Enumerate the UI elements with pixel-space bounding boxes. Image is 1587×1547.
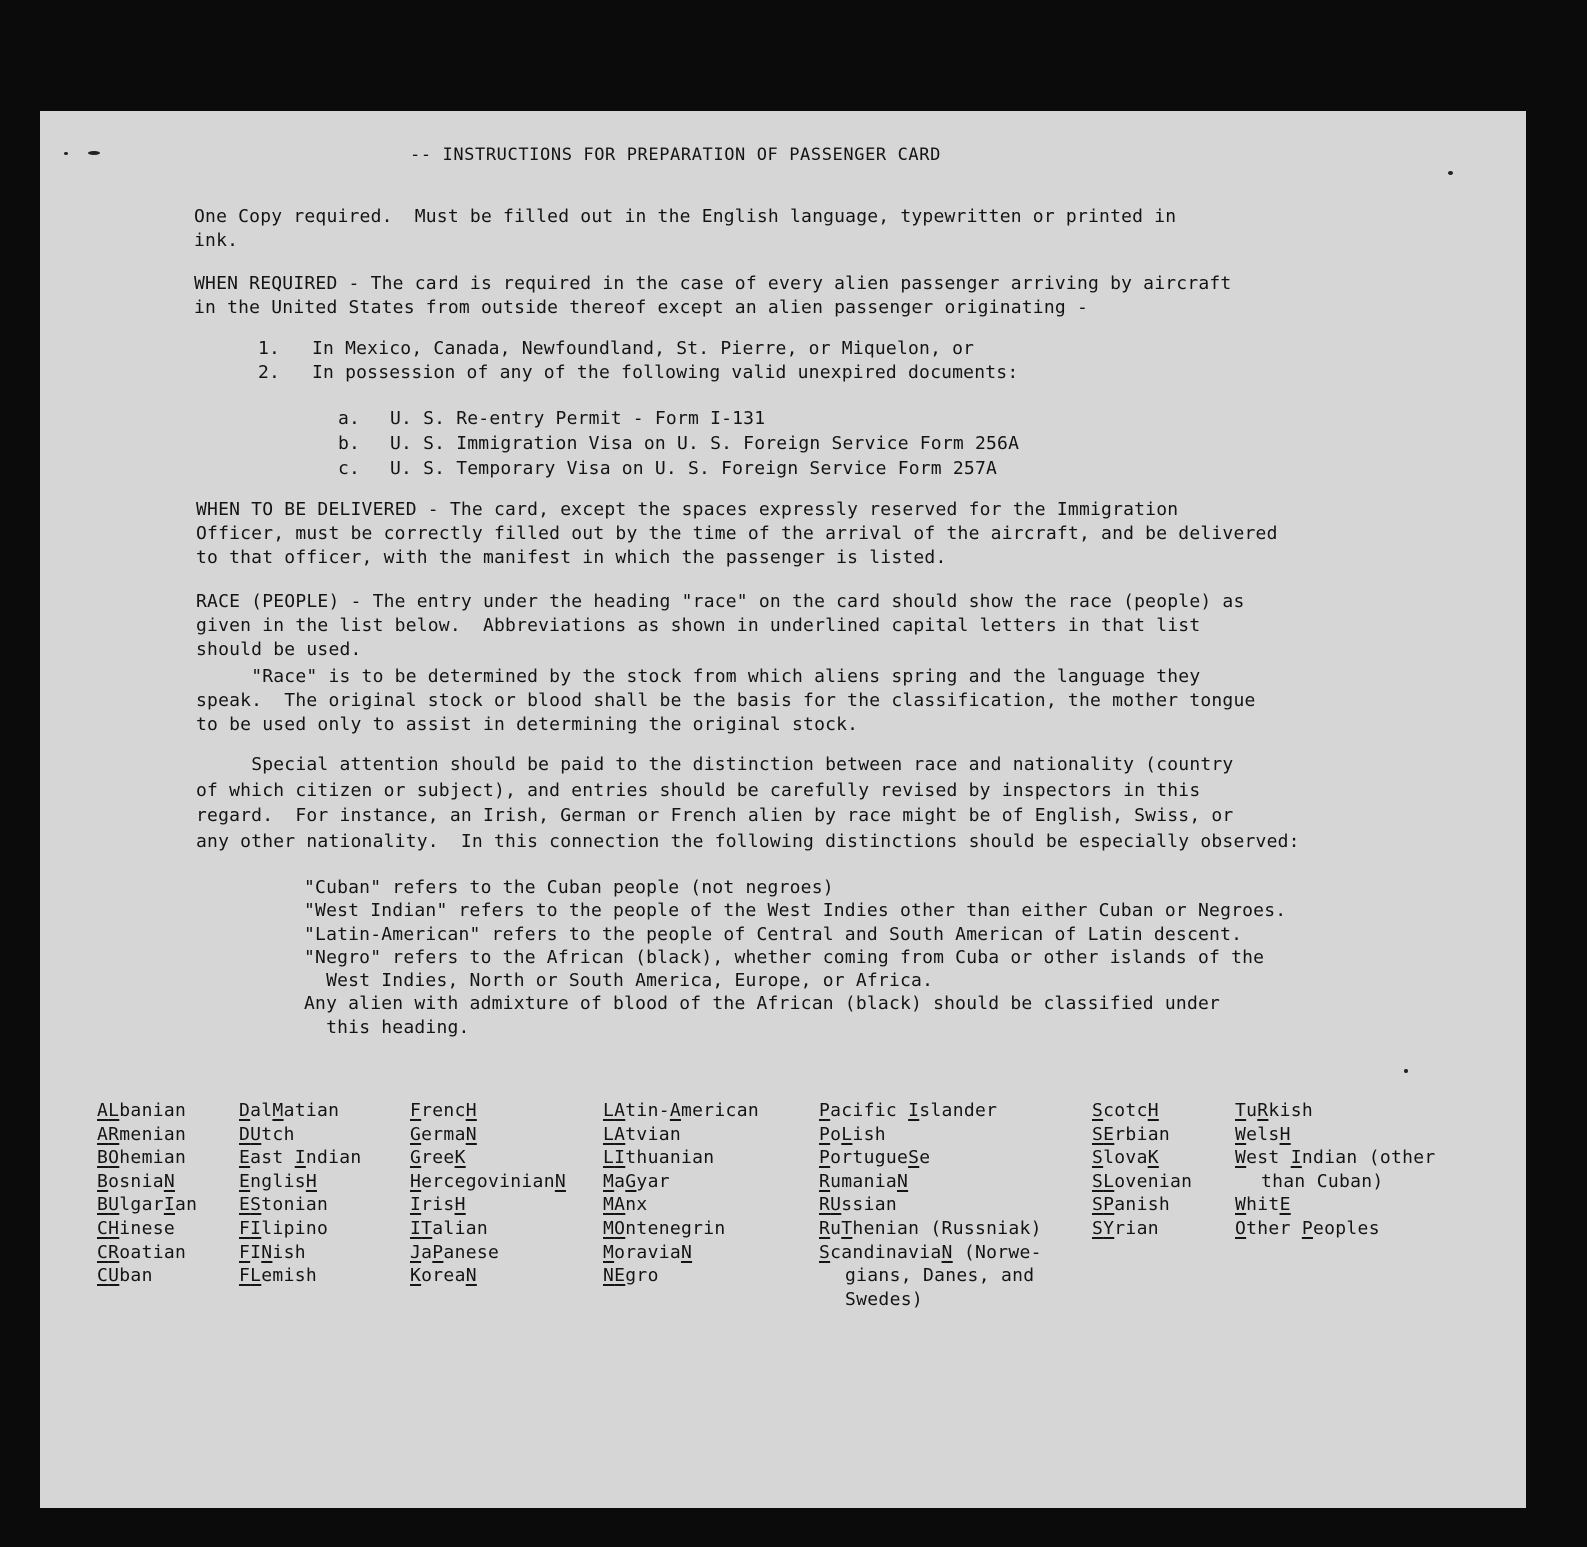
race-entry: RumaniaN (819, 1170, 909, 1192)
race-column (97, 1099, 197, 1288)
scan-speck (64, 152, 68, 155)
race-entry: LAtvian (603, 1123, 681, 1145)
race-entry: NEgro (603, 1265, 659, 1287)
race-entry: SYrian (1092, 1217, 1159, 1239)
race-entry: DalMatian (239, 1100, 340, 1121)
race-entry: WhitE (1235, 1194, 1291, 1216)
race-entry: SLovenian (1092, 1170, 1193, 1192)
race-entry: FINish (239, 1241, 306, 1263)
when-required-paragraph: WHEN REQUIRED - The card is required in the case of every alien passenger arriving by aircraft in the United States from outside thereof except an alien passenger originating - (194, 273, 1232, 318)
race-entry: CHinese (97, 1217, 175, 1239)
scan-speck (1404, 1069, 1408, 1073)
race-entry: RUssian (819, 1194, 897, 1216)
race-entry: HercegovinianN (410, 1170, 566, 1192)
race-column (1092, 1099, 1192, 1241)
distinctions-block: "Cuban" refers to the Cuban people (not negroes) "West Indian" refers to the people of the West Indies other than either Cuban or Negroes. "Latin-American" refers to the people of Central and South American of Latin descent. "Negro" refers to the African (black), whether coming from Cuba or other islands of the West Indies, North or South America, Europe, or Africa. Any alien with admixture of blood of the African (black) should be classified under this heading. (304, 877, 1287, 1038)
race-entry: LIthuanian (603, 1147, 715, 1169)
race-column (603, 1099, 759, 1288)
race-entry: MAnx (603, 1194, 648, 1216)
race-entry: CRoatian (97, 1241, 187, 1263)
race-entry: MOntenegrin (603, 1217, 726, 1239)
special-attention-paragraph: Special attention should be paid to the distinction between race and nationality (country of which citizen or subject), and entries should be carefully revised by inspectors in this regard. For instance, an Irish, German or French alien by race might be of English, Swiss, or any other nationality. In this connection the following distinctions should be especially observed: (196, 754, 1300, 852)
document-item: a. U. S. Re-entry Permit - Form I-131 (338, 408, 766, 429)
race-entry: IrisH (410, 1194, 466, 1216)
page-title: -- INSTRUCTIONS FOR PREPARATION OF PASSENGER CARD (410, 145, 941, 165)
race-entry: EStonian (239, 1194, 329, 1216)
race-entry: PortugueSe (819, 1147, 931, 1169)
race-entry: GreeK (410, 1147, 466, 1169)
race-entry: ITalian (410, 1217, 488, 1239)
race-column (410, 1099, 566, 1288)
race-entry: BosniaN (97, 1170, 175, 1192)
scan-speck (1448, 171, 1453, 175)
race-entry: gians, Danes, and (845, 1265, 1035, 1287)
exception-item: 2. In possession of any of the following valid unexpired documents: (258, 362, 1019, 383)
race-entry: TuRkish (1235, 1100, 1313, 1121)
race-entry: ARmenian (97, 1123, 187, 1145)
race-entry: RuThenian (Russniak) (819, 1217, 1042, 1239)
race-entry: SPanish (1092, 1194, 1170, 1216)
race-entry: WelsH (1235, 1123, 1291, 1145)
race-entry: EnglisH (239, 1170, 317, 1192)
race-determined-paragraph: "Race" is to be determined by the stock from which aliens spring and the language they speak. The original stock or blood shall be the basis for the classification, the mother tongue to be used only to assist in determining the original stock. (196, 666, 1256, 735)
race-entry: GermaN (410, 1123, 477, 1145)
race-entry: FrencH (410, 1100, 477, 1121)
race-entry: Pacific Islander (819, 1100, 998, 1121)
race-entry: KoreaN (410, 1265, 477, 1287)
race-people-paragraph: RACE (PEOPLE) - The entry under the heading "race" on the card should show the race (people) as given in the list below. Abbreviations as shown in underlined capital letters in that list should be used. (196, 591, 1245, 660)
race-entry: Swedes) (845, 1288, 923, 1310)
race-entry: MaGyar (603, 1170, 670, 1192)
race-entry: BUlgarIan (97, 1194, 198, 1216)
race-entry: MoraviaN (603, 1241, 693, 1263)
race-column (1235, 1099, 1436, 1241)
race-entry: FIlipino (239, 1217, 329, 1239)
race-entry: SErbian (1092, 1123, 1170, 1145)
race-entry: than Cuban) (1261, 1170, 1384, 1192)
race-entry: CUban (97, 1265, 153, 1287)
race-column (239, 1099, 362, 1288)
document-item: b. U. S. Immigration Visa on U. S. Foreign Service Form 256A (338, 433, 1020, 454)
race-entry: East Indian (239, 1147, 362, 1169)
race-entry: ScandinaviaN (Norwe- (819, 1241, 1042, 1263)
race-entry: FLemish (239, 1265, 317, 1287)
intro-paragraph: One Copy required. Must be filled out in the English language, typewritten or printed in ink. (194, 206, 1177, 251)
race-entry: Other Peoples (1235, 1217, 1380, 1239)
race-entry: LAtin-American (603, 1100, 759, 1121)
race-entry: ALbanian (97, 1100, 187, 1121)
race-entry: BOhemian (97, 1147, 187, 1169)
race-entry: West Indian (other (1235, 1147, 1436, 1169)
race-entry: JaPanese (410, 1241, 500, 1263)
document-item: c. U. S. Temporary Visa on U. S. Foreign Service Form 257A (338, 458, 998, 479)
scan-speck (88, 151, 100, 155)
race-entry: SlovaK (1092, 1147, 1159, 1169)
race-entry: DUtch (239, 1123, 295, 1145)
race-column (819, 1099, 1042, 1311)
race-entry: PoLish (819, 1123, 886, 1145)
when-delivered-paragraph: WHEN TO BE DELIVERED - The card, except the spaces expressly reserved for the Immigration Officer, must be correctly filled out by the time of the arrival of the aircraft, and be delivered to that officer, with the manifest in which the passenger is listed. (196, 499, 1278, 568)
exception-item: 1. In Mexico, Canada, Newfoundland, St. Pierre, or Miquelon, or (258, 338, 975, 359)
race-entry: ScotcH (1092, 1100, 1159, 1121)
